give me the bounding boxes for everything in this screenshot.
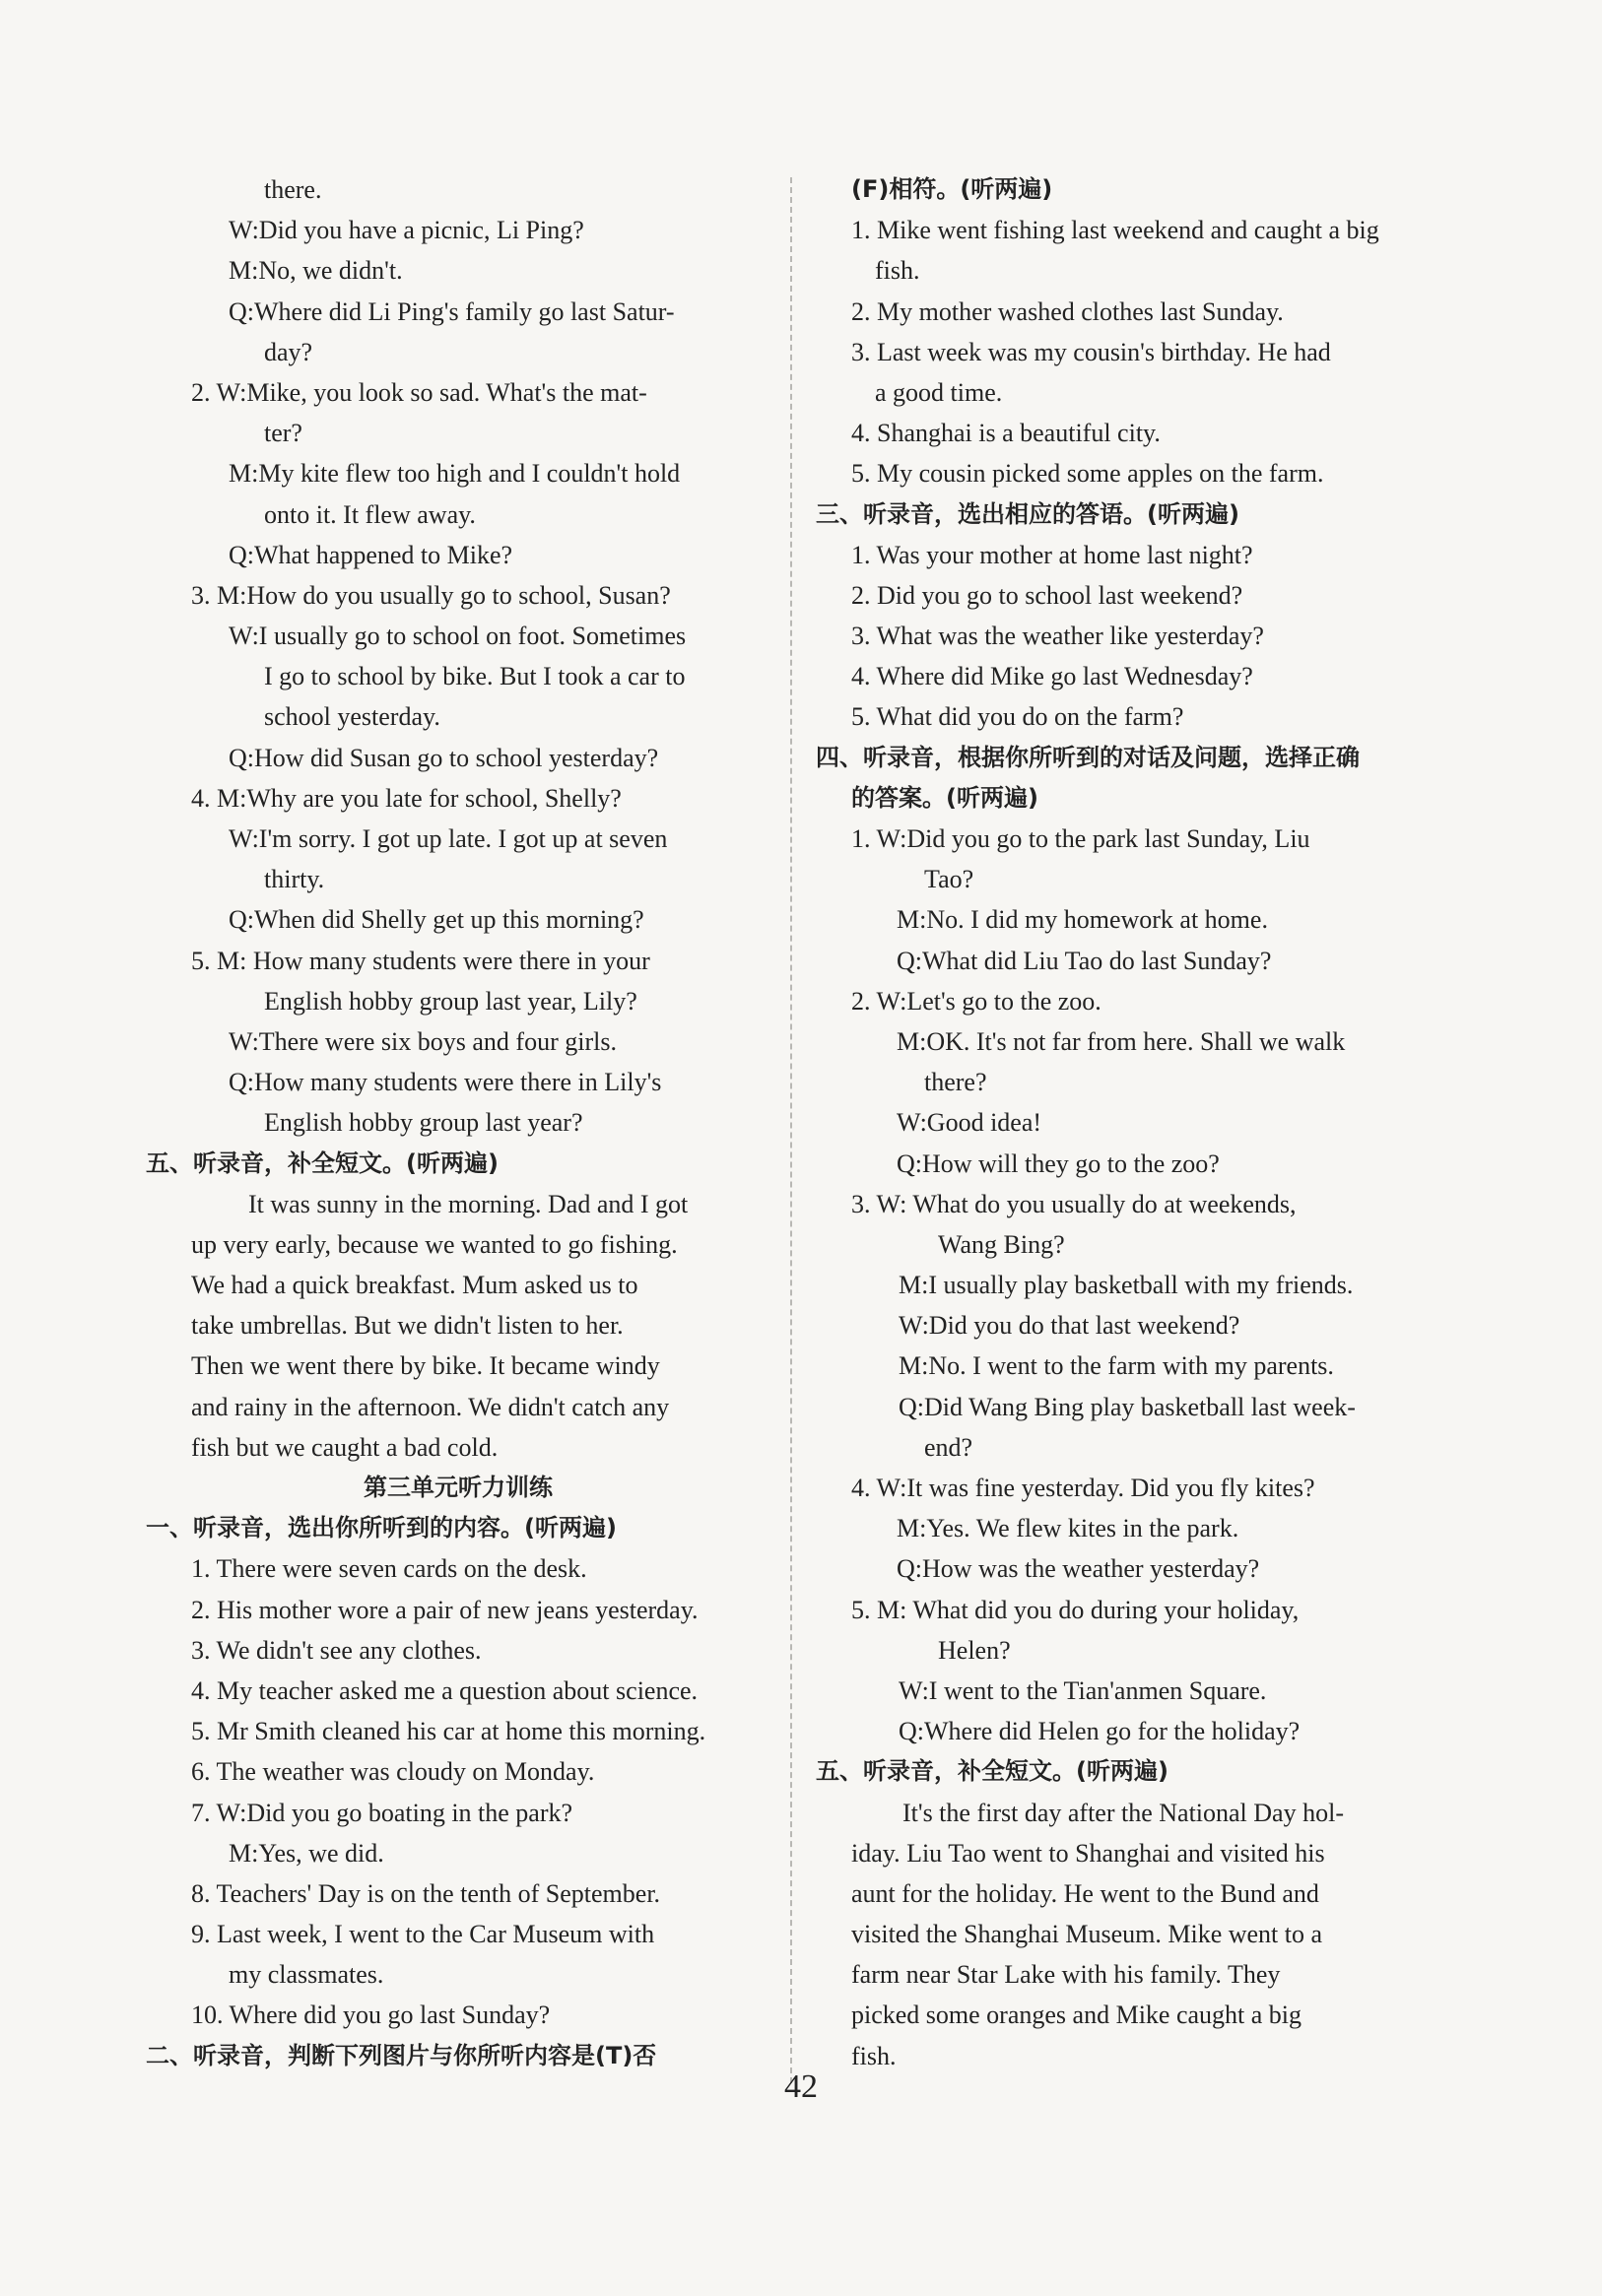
right-line: Q:What did Liu Tao do last Sunday? [897, 946, 1272, 975]
right-line: picked some oranges and Mike caught a big [851, 2001, 1302, 2030]
right-line: 1. Mike went fishing last weekend and caught a big [851, 216, 1379, 245]
right-line: 4. Where did Mike go last Wednesday? [851, 662, 1253, 691]
left-line: Q:When did Shelly get up this morning? [229, 905, 644, 935]
left-line: 4. My teacher asked me a question about science. [191, 1675, 699, 1705]
right-line: end? [924, 1432, 973, 1462]
left-line: English hobby group last year? [264, 1108, 583, 1138]
right-line: M:OK. It's not far from here. Shall we walk [897, 1026, 1346, 1056]
right-line: M:I usually play basketball with my friends. [899, 1271, 1354, 1300]
right-line: Tao? [924, 865, 974, 894]
right-line: 2. W:Let's go to the zoo. [851, 986, 1101, 1016]
right-line: aunt for the holiday. He went to the Bund and [851, 1878, 1319, 1908]
right-line: Wang Bing? [938, 1229, 1065, 1259]
right-line: a good time. [875, 377, 1003, 407]
right-line: 4. W:It was fine yesterday. Did you fly kites? [851, 1474, 1315, 1502]
right-line: visited the Shanghai Museum. Mike went to a [851, 1920, 1323, 1949]
left-line: 8. Teachers' Day is on the tenth of September. [191, 1878, 661, 1908]
left-line: 五、听录音，补全短文。(听两遍) [146, 1148, 499, 1177]
left-line: take umbrellas. But we didn't listen to her. [191, 1311, 624, 1341]
left-line: 3. We didn't see any clothes. [191, 1635, 482, 1665]
left-line: 1. There were seven cards on the desk. [191, 1554, 587, 1584]
left-line: and rainy in the afternoon. We didn't catch any [191, 1392, 670, 1421]
right-line: M:No. I went to the farm with my parents. [899, 1351, 1334, 1381]
right-line: 五、听录音，补全短文。(听两遍) [816, 1757, 1168, 1786]
left-line: W:Did you have a picnic, Li Ping? [229, 216, 584, 245]
left-line: M:Yes, we did. [229, 1838, 384, 1868]
left-line: Q:Where did Li Ping's family go last Satur- [229, 296, 675, 326]
left-line: 4. M:Why are you late for school, Shelly? [191, 783, 622, 813]
left-column [148, 169, 768, 2076]
left-line: 7. W:Did you go boating in the park? [191, 1798, 573, 1827]
left-line: 5. Mr Smith cleaned his car at home this morning. [191, 1717, 706, 1746]
left-line: up very early, because we wanted to go fishing. [191, 1229, 678, 1259]
right-line: M:Yes. We flew kites in the park. [897, 1514, 1239, 1543]
right-line: (F)相符。(听两遍) [851, 175, 1053, 203]
right-line: 1. W:Did you go to the park last Sunday, Liu [851, 824, 1310, 853]
left-line: my classmates. [229, 1960, 384, 1990]
right-line: iday. Liu Tao went to Shanghai and visited his [851, 1838, 1325, 1868]
right-line: farm near Star Lake with his family. They [851, 1960, 1281, 1990]
right-line: M:No. I did my homework at home. [897, 905, 1268, 935]
left-line: Q:How did Susan go to school yesterday? [229, 743, 659, 772]
right-line: Q:How was the weather yesterday? [897, 1554, 1260, 1584]
right-line: Q:Where did Helen go for the holiday? [899, 1717, 1301, 1746]
left-line: thirty. [264, 865, 325, 894]
right-line: 三、听录音，选出相应的答语。(听两遍) [816, 499, 1239, 528]
left-line: 2. His mother wore a pair of new jeans yesterday. [191, 1595, 699, 1624]
left-line: 5. M: How many students were there in your [191, 946, 650, 975]
left-line: day? [264, 337, 313, 366]
left-line: 9. Last week, I went to the Car Museum with [191, 1920, 655, 1949]
left-line: 第三单元听力训练 [364, 1474, 553, 1501]
right-line: 3. What was the weather like yesterday? [851, 622, 1264, 651]
right-line: 2. Did you go to school last weekend? [851, 580, 1243, 610]
right-line: Q:How will they go to the zoo? [897, 1148, 1220, 1178]
right-line: W:Good idea! [897, 1108, 1042, 1138]
left-line: Q:How many students were there in Lily's [229, 1068, 662, 1097]
left-line: Q:What happened to Mike? [229, 540, 513, 569]
right-line: 1. Was your mother at home last night? [851, 540, 1253, 569]
column-divider [790, 177, 792, 2083]
right-line: 5. M: What did you do during your holiday, [851, 1595, 1300, 1624]
left-line: 2. W:Mike, you look so sad. What's the mat- [191, 377, 647, 407]
left-line: 二、听录音，判断下列图片与你所听内容是(T)否 [146, 2041, 657, 2069]
right-line: Q:Did Wang Bing play basketball last week- [899, 1392, 1356, 1421]
right-line: fish. [875, 256, 920, 286]
left-line: It was sunny in the morning. Dad and I got [248, 1189, 689, 1218]
right-line: 5. What did you do on the farm? [851, 702, 1184, 732]
right-line: 的答案。(听两遍) [851, 783, 1038, 812]
left-line: I go to school by bike. But I took a car to [264, 662, 686, 691]
left-line: W:I usually go to school on foot. Sometimes [229, 622, 687, 651]
right-line: W:Did you do that last weekend? [899, 1311, 1240, 1341]
right-line: 3. W: What do you usually do at weekends, [851, 1189, 1297, 1218]
left-line: school yesterday. [264, 702, 440, 732]
left-line: Then we went there by bike. It became windy [191, 1351, 660, 1381]
right-column [816, 169, 1446, 2076]
left-line: 10. Where did you go last Sunday? [191, 2001, 551, 2030]
left-line: W:There were six boys and four girls. [229, 1026, 617, 1056]
left-line: 3. M:How do you usually go to school, Susan? [191, 580, 671, 610]
page-number: 42 [784, 2068, 818, 2105]
right-line: It's the first day after the National Day hol- [902, 1798, 1344, 1827]
left-line: ter? [264, 419, 302, 448]
left-line: English hobby group last year, Lily? [264, 986, 637, 1016]
right-line: 4. Shanghai is a beautiful city. [851, 419, 1161, 448]
right-line: W:I went to the Tian'anmen Square. [899, 1675, 1267, 1705]
left-line: We had a quick breakfast. Mum asked us to [191, 1271, 638, 1300]
right-line: fish. [851, 2041, 897, 2070]
left-line: fish but we caught a bad cold. [191, 1432, 499, 1462]
left-line: 6. The weather was cloudy on Monday. [191, 1757, 595, 1787]
right-line: there? [924, 1068, 987, 1097]
right-line: 四、听录音，根据你所听到的对话及问题，选择正确 [816, 743, 1360, 771]
right-line: 5. My cousin picked some apples on the farm. [851, 459, 1324, 489]
left-line: W:I'm sorry. I got up late. I got up at seven [229, 824, 668, 853]
right-line: Helen? [938, 1635, 1011, 1665]
left-line: M:My kite flew too high and I couldn't hold [229, 459, 681, 489]
right-line: 3. Last week was my cousin's birthday. He had [851, 337, 1331, 366]
left-line: M:No, we didn't. [229, 256, 403, 286]
left-line: onto it. It flew away. [264, 499, 476, 529]
left-line: there. [264, 175, 322, 204]
right-line: 2. My mother washed clothes last Sunday. [851, 296, 1284, 326]
left-line: 一、听录音，选出你所听到的内容。(听两遍) [146, 1514, 617, 1542]
